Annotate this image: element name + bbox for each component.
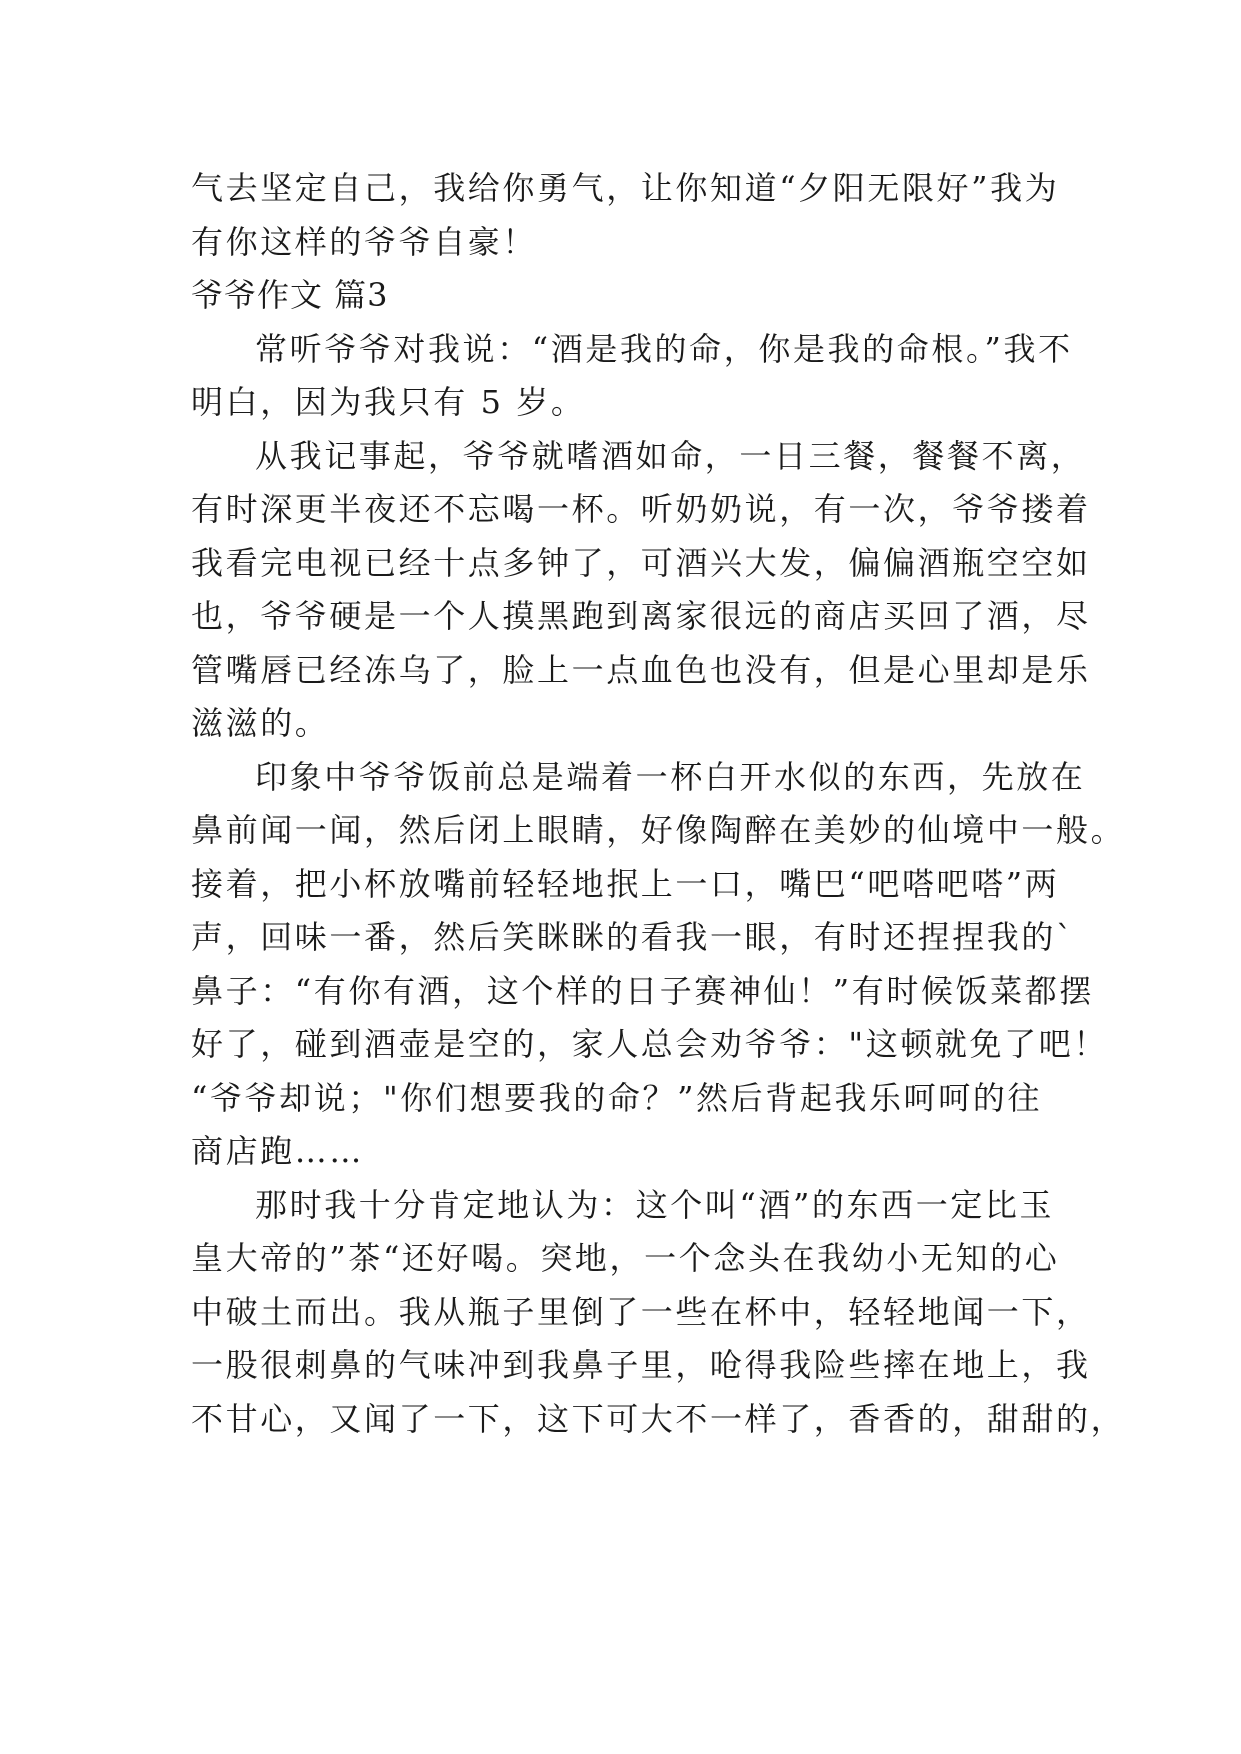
paragraph-start: 印象中爷爷饭前总是端着一杯白开水似的东西，先放在 — [255, 757, 1086, 796]
text-line: 声，回味一番，然后笑眯眯的看我一眼，有时还捏捏我的` — [191, 918, 1075, 956]
text-line: 商店跑…… — [191, 1132, 365, 1170]
text-line: 不甘心，又闻了一下，这下可大不一样了，香香的，甜甜的， — [191, 1399, 1126, 1438]
text-line: 一股很刺鼻的气味冲到我鼻子里，呛得我险些摔在地上，我 — [191, 1346, 1091, 1384]
text-line: 管嘴唇已经冻乌了，脸上一点血色也没有，但是心里却是乐 — [191, 650, 1091, 689]
paragraph-start: 从我记事起，爷爷就嗜酒如命，一日三餐，餐餐不离， — [255, 436, 1086, 475]
section-heading: 爷爷作文 篇3 — [191, 276, 389, 314]
text-line: 接着，把小杯放嘴前轻轻地抿上一口，嘴巴“吧嗒吧嗒”两 — [191, 864, 1060, 903]
text-line: 有你这样的爷爷自豪！ — [191, 222, 538, 261]
text-line: 滋滋的。 — [191, 704, 330, 742]
text-line: 有时深更半夜还不忘喝一杯。听奶奶说，有一次，爷爷搂着 — [191, 490, 1091, 528]
text-line: 中破土而出。我从瓶子里倒了一些在杯中，轻轻地闻一下， — [191, 1292, 1091, 1331]
text-line: “爷爷却说；"你们想要我的命？”然后背起我乐呵呵的往 — [191, 1078, 1043, 1117]
text-line: 我看完电视已经十点多钟了，可酒兴大发，偏偏酒瓶空空如 — [191, 543, 1091, 582]
paragraph-start: 常听爷爷对我说：“酒是我的命，你是我的命根。”我不 — [255, 329, 1073, 368]
text-line: 气去坚定自己，我给你勇气，让你知道“夕阳无限好”我为 — [191, 169, 1060, 207]
text-line: 皇大帝的”茶“还好喝。突地，一个念头在我幼小无知的心 — [191, 1239, 1060, 1277]
text-line: 鼻前闻一闻，然后闭上眼睛，好像陶醉在美妙的仙境中一般。 — [191, 811, 1126, 849]
paragraph-start: 那时我十分肯定地认为：这个叫“酒”的东西一定比玉 — [255, 1185, 1055, 1224]
text-line: 也，爷爷硬是一个人摸黑跑到离家很远的商店买回了酒，尽 — [191, 597, 1091, 635]
text-line: 鼻子：“有你有酒，这个样的日子赛神仙！”有时候饭菜都摆 — [191, 971, 1094, 1010]
text-line: 明白，因为我只有 5 岁。 — [191, 383, 586, 421]
essay-text — [191, 162, 1126, 1446]
text-line: 好了，碰到酒壶是空的，家人总会劝爷爷："这顿就免了吧！ — [191, 1025, 1108, 1063]
